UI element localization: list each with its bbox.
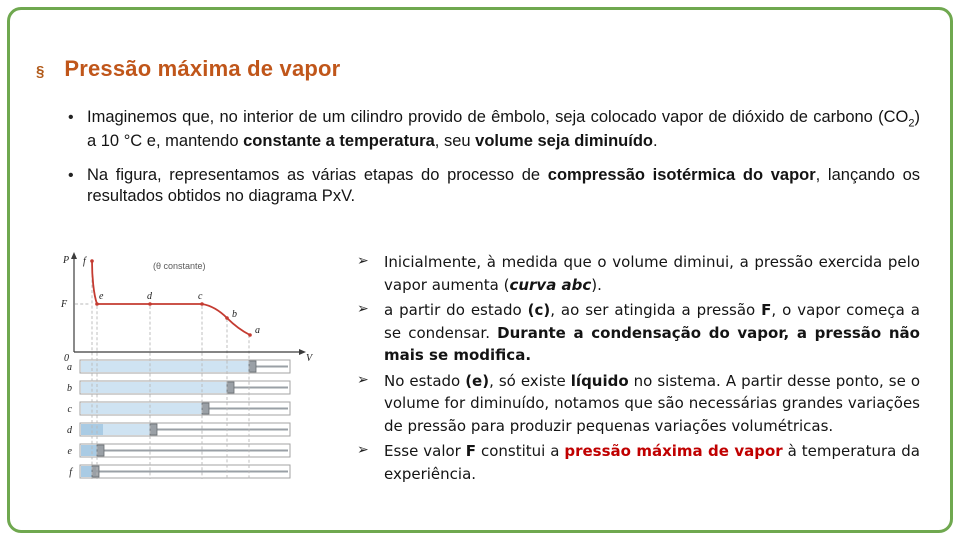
theta-constant-note: (θ constante) [153, 261, 206, 271]
isotherm-curve [92, 261, 250, 335]
cylinder-label: b [67, 383, 72, 394]
text-run: a partir do estado [384, 301, 528, 319]
text-run: , lançando os resultados obtidos no diagrama PxV. [87, 165, 921, 206]
f-pressure-label: F [61, 299, 68, 310]
text-run: ) a 10 °C e, mantendo [87, 108, 920, 150]
observations-list [357, 251, 920, 488]
bullet-marker: • [68, 109, 74, 126]
cylinder-state-c [68, 402, 290, 415]
bold-run: F [761, 301, 772, 319]
vapor-fill [81, 382, 227, 393]
arrow-bullet-icon: ➢ [357, 301, 369, 317]
point-label-b: b [232, 309, 237, 320]
point-c [200, 302, 204, 306]
list-item-1 [357, 251, 920, 296]
liquid-fill [81, 466, 92, 477]
paragraph-2 [68, 165, 920, 209]
v-axis-label: V [306, 353, 313, 364]
pv-diagram-svg [50, 248, 352, 510]
list-item-2-text [384, 299, 920, 367]
bullet-marker: • [68, 166, 74, 184]
point-label-e: e [99, 291, 104, 302]
list-item-4-text [384, 440, 920, 485]
cylinder-state-f [69, 465, 290, 478]
cylinder-label: d [67, 425, 72, 436]
list-item-4 [357, 440, 920, 485]
point-f [90, 259, 94, 263]
bold-run: (e) [465, 371, 490, 390]
section-marker: § [36, 63, 45, 80]
text-run: Inicialmente, à medida que o volume diminui, a pressão exercida pelo vapor aumenta ( [384, 253, 920, 294]
point-label-a: a [255, 325, 260, 336]
cylinder-label: f [69, 467, 72, 478]
text-run: Na figura, representamos as várias etapas do processo de [87, 165, 548, 184]
paragraph-1-text [87, 107, 920, 153]
axes [60, 252, 314, 364]
bold-run: constante a temperatura [243, 131, 435, 150]
text-run: . [653, 131, 658, 150]
bold-italic-run: curva abc [509, 275, 592, 294]
text-run: No estado [384, 371, 466, 390]
pv-diagram-figure [50, 248, 352, 510]
text-run: Esse valor [384, 442, 466, 460]
bold-run: volume seja diminuído [475, 131, 654, 150]
piston [227, 382, 234, 393]
point-d [148, 302, 152, 306]
bold-run: líquido [570, 371, 629, 390]
vapor-fill [81, 361, 249, 372]
vapor-fill [81, 403, 202, 414]
text-run: , ao ser atingida a pressão [550, 301, 762, 319]
point-a [248, 333, 252, 337]
text-run: , seu [434, 131, 476, 150]
bold-run: compressão isotérmica do vapor [547, 165, 816, 184]
arrow-bullet-icon: ➢ [357, 253, 369, 269]
point-label-f: f [83, 256, 86, 267]
text-run: constitui a [476, 442, 565, 460]
p-axis-label: P [63, 255, 70, 266]
v-axis-arrow [299, 349, 306, 355]
piston [202, 403, 209, 414]
subscript-run: 2 [908, 117, 915, 130]
intro-paragraphs [68, 107, 920, 220]
cylinder-state-e [68, 444, 290, 457]
paragraph-2-text [87, 165, 920, 209]
arrow-bullet-icon: ➢ [357, 442, 369, 458]
piston [249, 361, 256, 372]
bold-run: Durante a condensação do vapor, a pressão não mais se modifica. [384, 323, 920, 364]
p-axis-arrow [71, 252, 77, 259]
red-emphasis-run: pressão máxima de vapor [564, 442, 783, 460]
text-run: , o vapor começa a se condensar. [384, 301, 920, 342]
piston [97, 445, 104, 456]
bold-run: F [465, 442, 477, 460]
point-b [225, 316, 229, 320]
cylinder-label: a [67, 362, 72, 373]
list-item-3 [357, 370, 920, 438]
list-item-1-text [384, 251, 920, 296]
cylinder-state-d [67, 423, 290, 436]
piston [92, 466, 99, 477]
cylinder-label: c [67, 404, 72, 415]
arrow-bullet-icon: ➢ [357, 371, 369, 388]
liquid-fill [81, 445, 97, 456]
list-item-2 [357, 299, 920, 367]
text-run: Imaginemos que, no interior de um cilindro provido de êmbolo, seja colocado vapor de dióxido de carbono (CO [87, 108, 909, 126]
point-label-c: c [198, 291, 203, 302]
cylinder-state-b [67, 381, 290, 394]
list-item-3-text [384, 370, 920, 438]
point-label-d: d [147, 291, 152, 302]
slide-header [36, 56, 340, 82]
text-run: à temperatura da experiência. [384, 442, 920, 483]
text-run: no sistema. A partir desse ponto, se o volume for diminuído, notamos que são necessárias grandes variações de pressão para produzir pequenas variações volumétricas. [384, 371, 921, 435]
point-e [95, 302, 99, 306]
cylinder-state-a [67, 360, 290, 373]
bold-run: (c) [527, 301, 551, 319]
text-run: , só existe [489, 371, 571, 390]
text-run: ). [591, 275, 602, 294]
slide [7, 7, 953, 533]
piston [150, 424, 157, 435]
origin-label: 0 [64, 353, 69, 364]
cylinder-label: e [67, 446, 72, 457]
page-title: Pressão máxima de vapor [64, 56, 341, 81]
paragraph-1 [68, 107, 920, 153]
